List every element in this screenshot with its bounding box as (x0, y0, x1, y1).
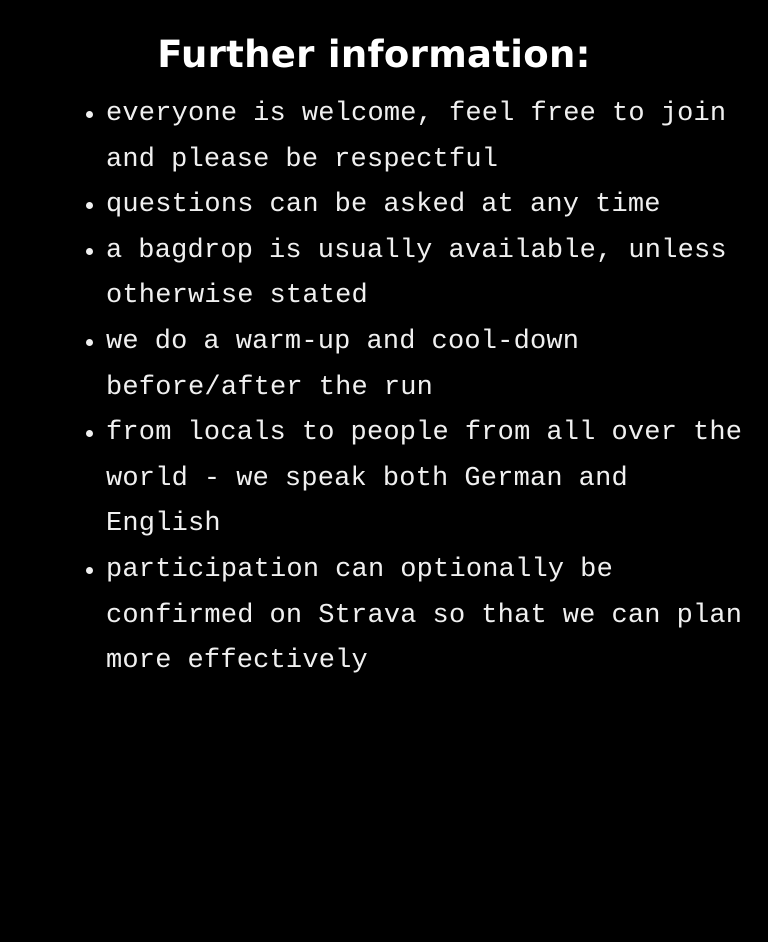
list-item (106, 92, 746, 183)
bullet-icon (86, 430, 93, 437)
list-item (106, 411, 746, 548)
list-item-text: everyone is welcome, feel free to join and please be respectful (106, 99, 727, 175)
list-item-text: from locals to people from all over the world - we speak both German and English (106, 418, 743, 540)
bullet-icon (86, 248, 93, 255)
bullet-icon (86, 202, 93, 209)
page-title: Further information: (157, 33, 591, 76)
list-item (106, 183, 746, 229)
list-item (106, 548, 746, 685)
info-list (106, 92, 746, 685)
list-item (106, 320, 746, 411)
list-item (106, 229, 746, 320)
list-item-text: a bagdrop is usually available, unless otherwise stated (106, 235, 727, 312)
list-item-text: questions can be asked at any time (106, 190, 661, 221)
bullet-icon (86, 339, 93, 346)
bullet-icon (86, 567, 93, 574)
list-item-text: participation can optionally be confirmed on Strava so that we can plan more effectively (106, 554, 743, 677)
list-item-text: we do a warm-up and cool-down before/after the run (106, 326, 580, 403)
bullet-icon (86, 111, 93, 118)
